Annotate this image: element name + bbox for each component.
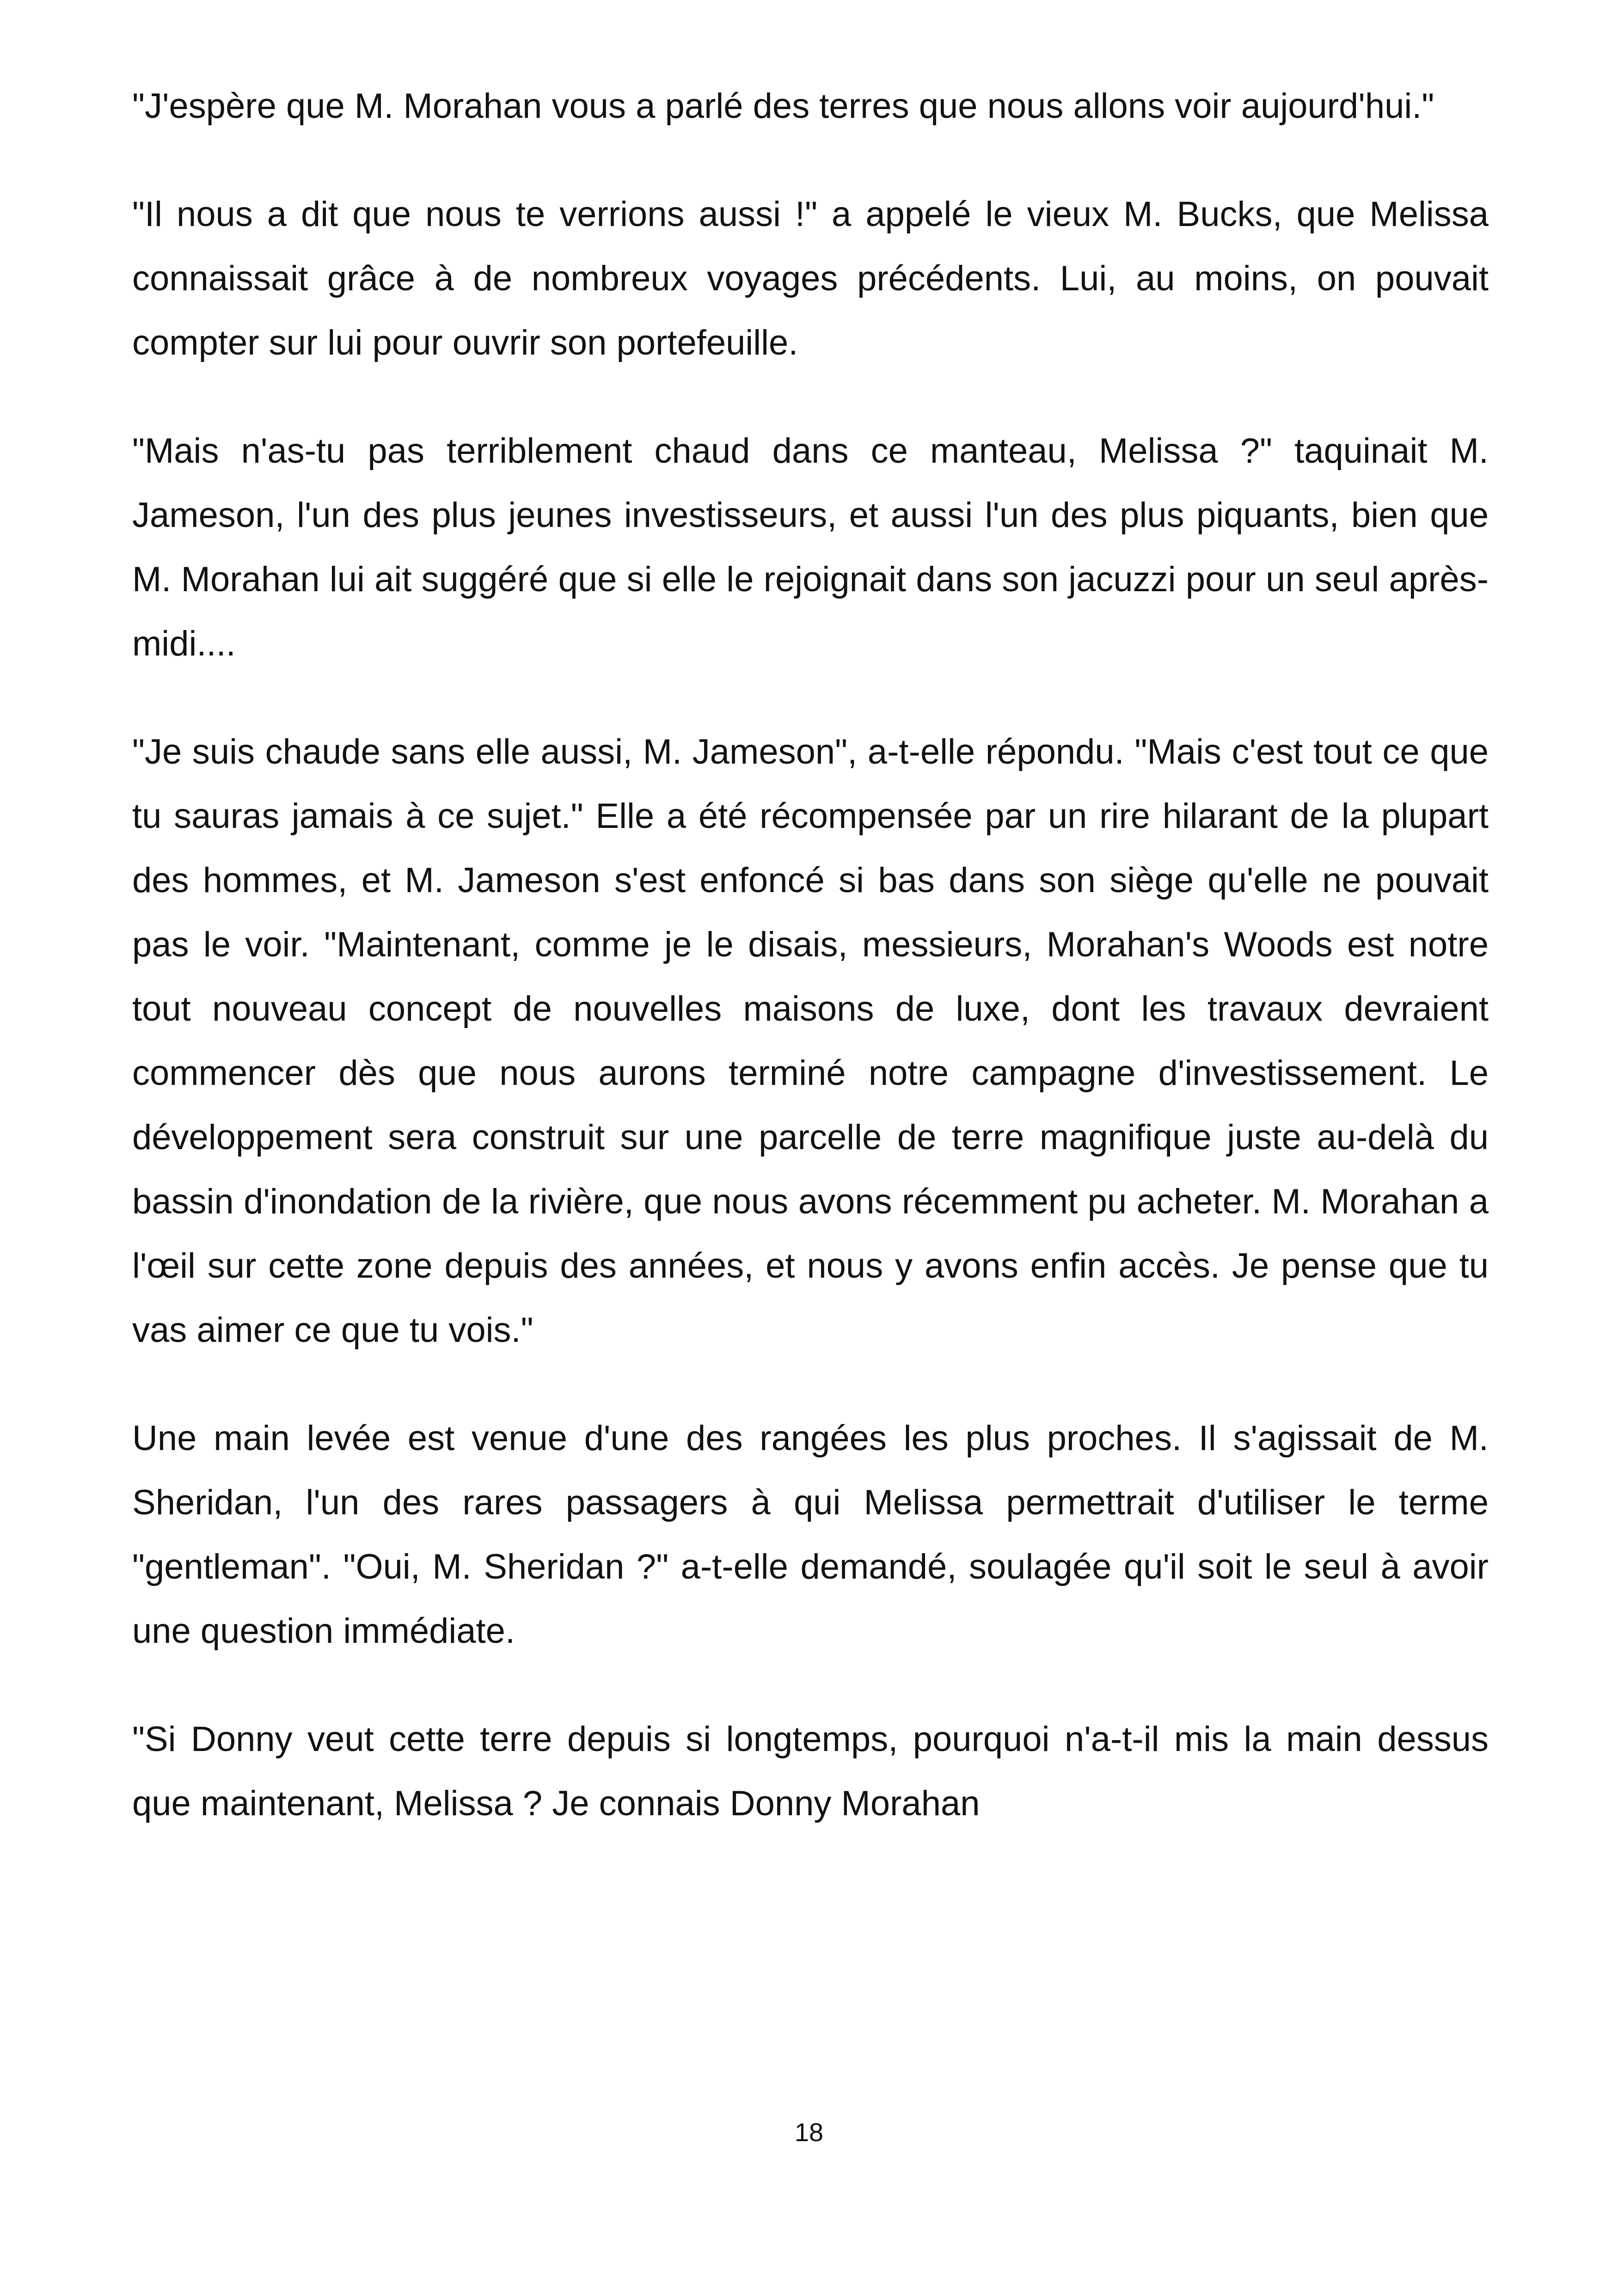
body-text	[132, 74, 1489, 1880]
paragraph: "Il nous a dit que nous te verrions aussi !" a appelé le vieux M. Bucks, que Melissa connaissait grâce à de nombreux voyages précédents. Lui, au moins, on pouvait compter sur lui pour ouvrir son portefeuille.	[132, 195, 1489, 362]
paragraph: "Si Donny veut cette terre depuis si longtemps, pourquoi n'a-t-il mis la main dessus que maintenant, Melissa ? Je connais Donny Morahan	[132, 1720, 1489, 1823]
paragraph: "Mais n'as-tu pas terriblement chaud dans ce manteau, Melissa ?" taquinait M. Jameson, l'un des plus jeunes investisseurs, et aussi l'un des plus piquants, bien que M. Morahan lui ait suggéré que si elle le rejoignait dans son jacuzzi pour un seul après-midi....	[132, 431, 1489, 663]
paragraph: "Je suis chaude sans elle aussi, M. Jameson", a-t-elle répondu. "Mais c'est tout ce que tu sauras jamais à ce sujet." Elle a été récompensée par un rire hilarant de la plupart des hommes, et M. Jameson s'est enfoncé si bas dans son siège qu'elle ne pouvait pas le voir. "Maintenant, comme je le disais, messieurs, Morahan's Woods est notre tout nouveau concept de nouvelles maisons de luxe, dont les travaux devraient commencer dès que nous aurons terminé notre campagne d'investissement. Le développement sera construit sur une parcelle de terre magnifique juste au-delà du bassin d'inondation de la rivière, que nous avons récemment pu acheter. M. Morahan a l'œil sur cette zone depuis des années, et nous y avons enfin accès. Je pense que tu vas aimer ce que tu vois."	[132, 732, 1489, 1350]
paragraph: Une main levée est venue d'une des rangées les plus proches. Il s'agissait de M. Sheridan, l'un des rares passagers à qui Melissa permettrait d'utiliser le terme "gentleman". "Oui, M. Sheridan ?" a-t-elle demandé, soulagée qu'il soit le seul à avoir une question immédiate.	[132, 1419, 1489, 1651]
page-number: 18	[794, 2118, 824, 2147]
paragraph: "J'espère que M. Morahan vous a parlé des terres que nous allons voir aujourd'hui."	[132, 86, 1434, 126]
